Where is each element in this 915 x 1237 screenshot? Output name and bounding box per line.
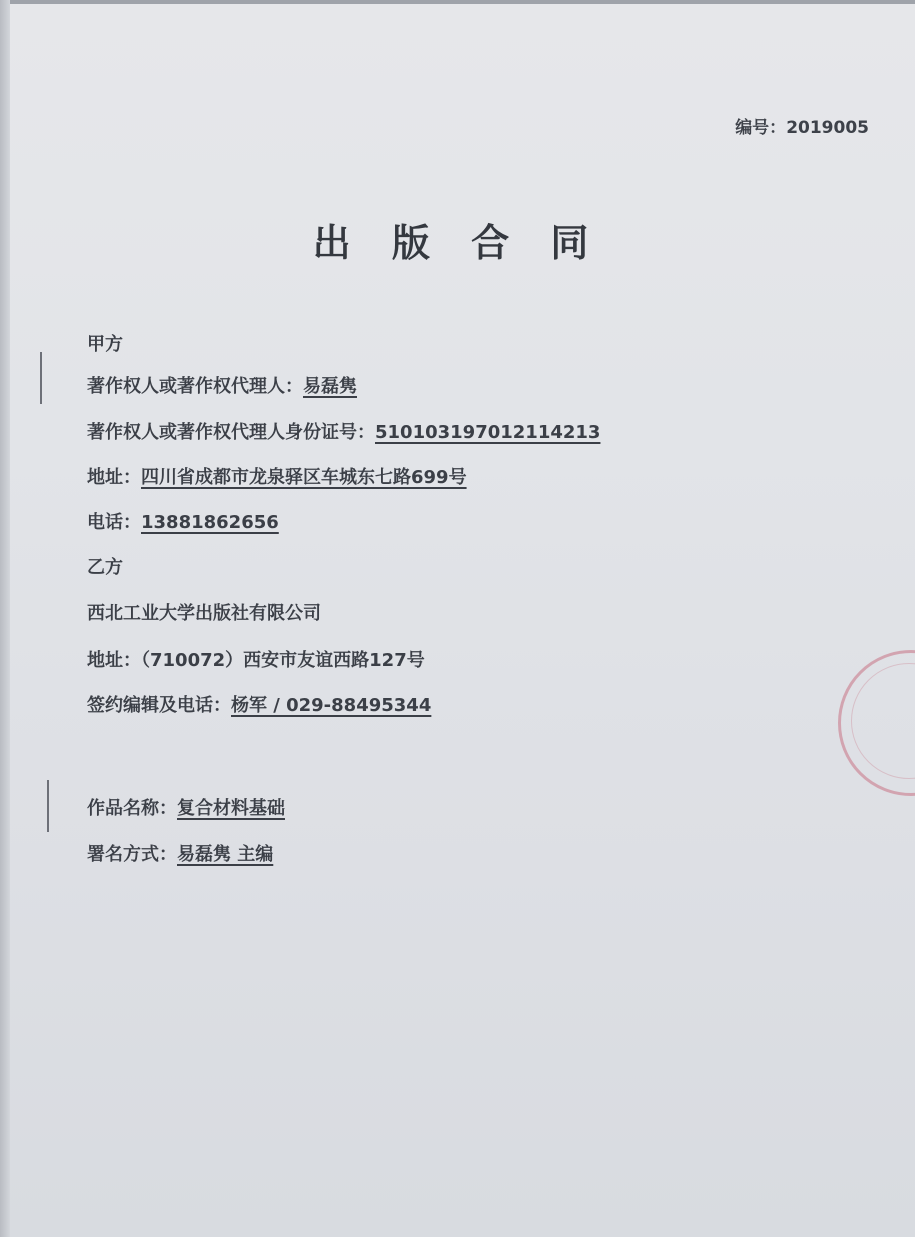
seal-stamp-ring <box>851 663 915 779</box>
party-a-heading: 甲方 <box>87 334 123 355</box>
work-name <box>87 794 285 820</box>
margin-mark <box>40 352 42 404</box>
party-b-editor-label: 签约编辑及电话： <box>87 695 231 716</box>
work-signature <box>87 840 273 866</box>
party-b-editor <box>87 691 431 717</box>
party-a-id-label: 著作权人或著作权代理人身份证号： <box>87 422 375 443</box>
document-number <box>735 113 869 138</box>
work-signature-label: 署名方式： <box>87 844 177 865</box>
work-name-label: 作品名称： <box>87 798 177 819</box>
party-b-heading: 乙方 <box>87 557 123 578</box>
work-name-value: 复合材料基础 <box>177 798 285 819</box>
party-a-phone-value: 13881862656 <box>141 512 279 533</box>
party-b-company: 西北工业大学出版社有限公司 <box>87 603 321 624</box>
party-a-address <box>87 463 467 489</box>
page-left-edge <box>0 0 10 1237</box>
page-top-edge <box>0 0 915 4</box>
document-title: 出 版 合 同 <box>312 221 603 265</box>
party-a-author <box>87 372 357 398</box>
document-number-label: 编号： <box>735 118 787 138</box>
party-b-address-value: （710072）西安市友谊西路127号 <box>141 650 425 671</box>
party-a-author-value: 易磊隽 <box>303 376 357 397</box>
party-a-address-value: 四川省成都市龙泉驿区车城东七路699号 <box>141 467 467 488</box>
party-b-address <box>87 646 425 672</box>
party-a-phone <box>87 508 279 534</box>
party-b-address-label: 地址： <box>87 650 141 671</box>
party-a-phone-label: 电话： <box>87 512 141 533</box>
party-a-address-label: 地址： <box>87 467 141 488</box>
party-b-editor-value: 杨军 / 029-88495344 <box>231 695 432 716</box>
party-a-id <box>87 418 600 444</box>
work-signature-value: 易磊隽 主编 <box>177 844 274 865</box>
party-a-author-label: 著作权人或著作权代理人： <box>87 376 303 397</box>
margin-mark <box>47 780 49 832</box>
party-a-id-value: 510103197012114213 <box>375 422 601 443</box>
document-number-value: 2019005 <box>786 118 869 138</box>
